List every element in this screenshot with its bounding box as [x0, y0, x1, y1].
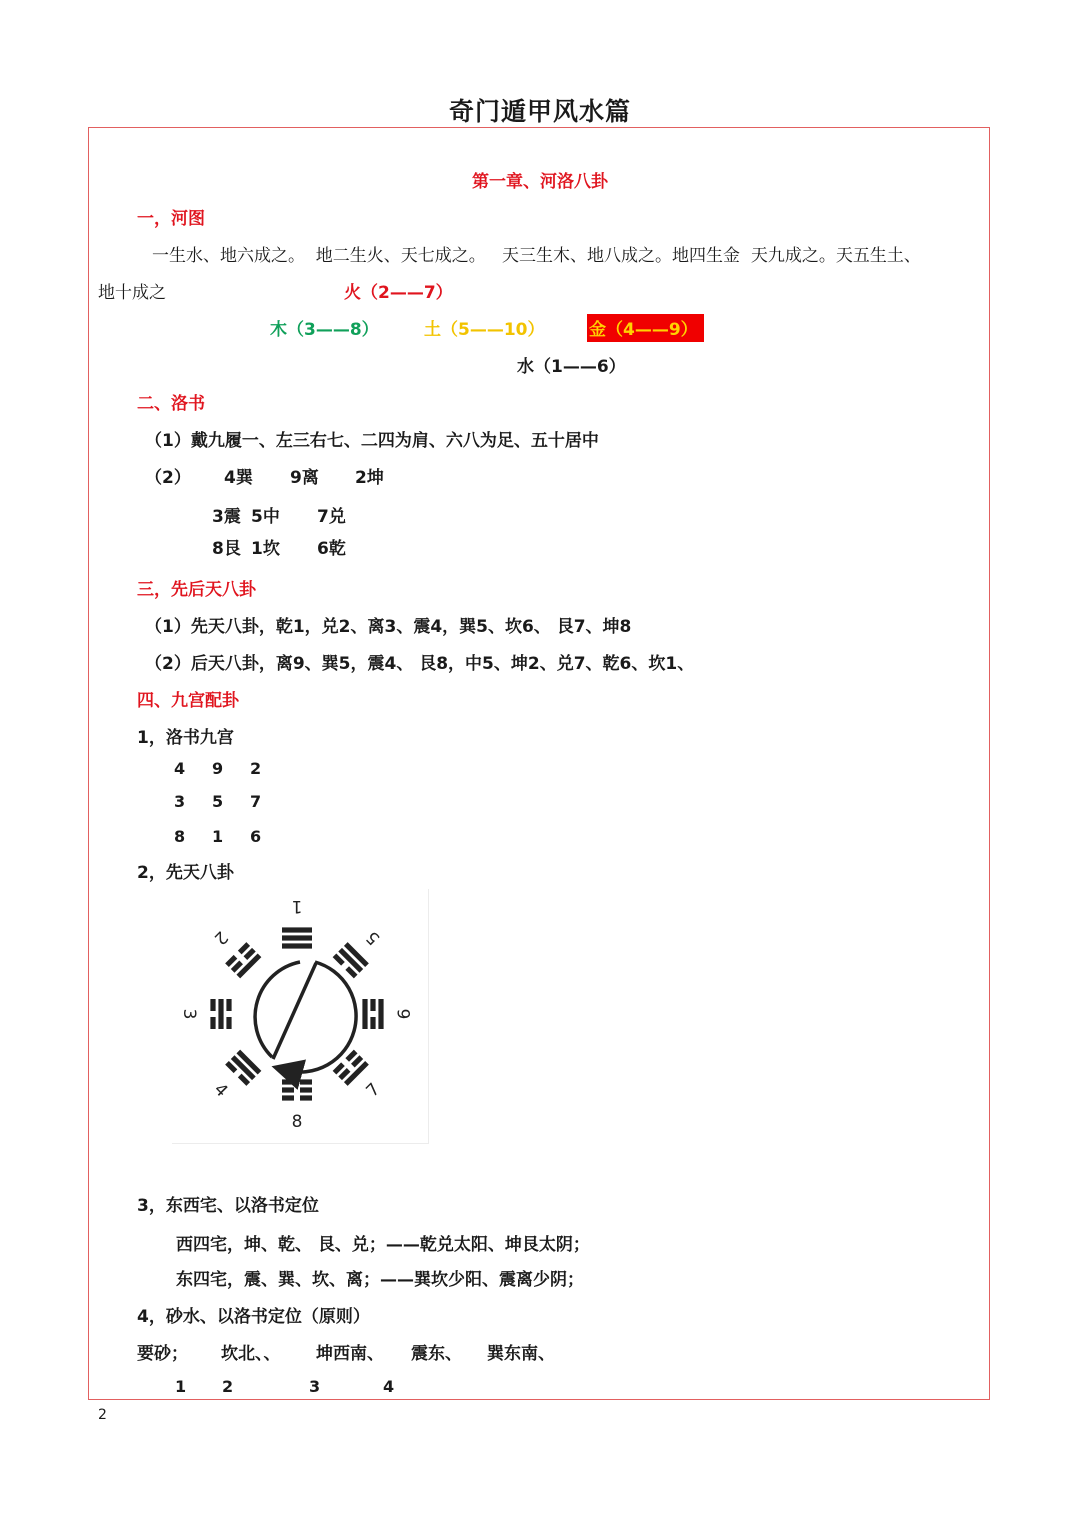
element-wood: 木（3——8）	[270, 320, 379, 340]
luoshu-cell: 1坎	[251, 539, 280, 559]
east-four-houses: 东四宅，震、巽、坎、离；——巽坎少阳、震离少阴；	[176, 1270, 584, 1290]
sha-item: 巽东南、	[487, 1344, 555, 1364]
jiugong-cell: 3	[174, 792, 186, 811]
jiugong-cell: 1	[212, 827, 224, 846]
subheading-xiantian-bagua: 2，先天八卦	[137, 863, 234, 883]
trigram-icon	[282, 1079, 312, 1100]
jiugong-cell: 2	[250, 759, 262, 778]
west-four-houses: 西四宅，坤、乾、 艮、兑；——乾兑太阳、坤艮太阴；	[176, 1235, 590, 1255]
section-jiugong-heading: 四、九宫配卦	[137, 691, 239, 711]
jiugong-cell: 9	[212, 759, 224, 778]
luoshu-cell: 3震	[212, 507, 241, 527]
trigram-icon	[282, 927, 312, 948]
jiugong-cell: 6	[250, 827, 262, 846]
element-fire: 火（2——7）	[344, 283, 453, 303]
trigram-number-label: 5	[362, 926, 385, 949]
sha-item: 震东、	[411, 1344, 462, 1364]
luoshu-cell: 5中	[251, 507, 280, 527]
luoshu-cell: 7兑	[317, 507, 346, 527]
hetu-text-line1: 一生水、地六成之。 地二生火、天七成之。 天三生木、地八成之。地四生金 天九成之。天五生土、	[152, 246, 921, 266]
trigram-icon	[225, 942, 261, 978]
trigram-icon	[225, 1050, 261, 1086]
chapter-heading: 第一章、河洛八卦	[472, 172, 608, 192]
luoshu-cell: 4巽	[224, 468, 253, 488]
section-hetu-heading: 一，河图	[137, 209, 205, 229]
trigram-number-label: 3	[179, 1008, 199, 1020]
trigram-number-label: 2	[209, 926, 232, 949]
luoshu-cell: 8艮	[212, 539, 241, 559]
bagua-arrow-arc	[285, 962, 356, 1072]
bagua-svg	[172, 889, 428, 1143]
trigram-number-label: 4	[209, 1079, 232, 1102]
trigram-number-label: 6	[395, 1008, 415, 1020]
hetu-text-line2: 地十成之	[98, 283, 166, 303]
luoshu-cell: 6乾	[317, 539, 346, 559]
trigram-number-label: 1	[291, 896, 303, 916]
subheading-shashui: 4，砂水、以洛书定位（原则）	[137, 1307, 370, 1327]
element-metal: 金（4——9）	[587, 314, 704, 342]
subheading-luoshu-jiugong: 1，洛书九宫	[137, 728, 234, 748]
sha-item: 坎北、、	[221, 1344, 281, 1364]
page-number: 2	[98, 1407, 107, 1423]
houtian-line: （2）后天八卦，离9、巽5，震4、 艮8，中5、坤2、兑7、乾6、坎1、	[145, 654, 695, 674]
trigram-number-label: 7	[362, 1079, 385, 1102]
sha-number: 2	[222, 1377, 234, 1396]
xiantian-bagua-diagram	[172, 889, 429, 1144]
sha-number: 4	[383, 1377, 395, 1396]
element-earth: 土（5——10）	[424, 320, 545, 340]
luoshu-cell: 2坤	[355, 468, 384, 488]
jiugong-cell: 8	[174, 827, 186, 846]
jiugong-cell: 7	[250, 792, 262, 811]
bagua-diagonal	[273, 963, 316, 1059]
sha-number: 1	[175, 1377, 187, 1396]
page-title: 奇门遁甲风水篇	[448, 97, 631, 126]
trigram-icon	[362, 999, 383, 1029]
subheading-dongxi-zhai: 3，东西宅、以洛书定位	[137, 1196, 319, 1216]
luoshu-item2-label: （2）	[145, 468, 191, 488]
jiugong-cell: 4	[174, 759, 186, 778]
trigram-number-label: 8	[291, 1112, 303, 1132]
sha-item: 坤西南、	[316, 1344, 384, 1364]
sha-label: 要砂；	[137, 1344, 188, 1364]
section-bagua-heading: 三，先后天八卦	[137, 580, 256, 600]
xiantian-line: （1）先天八卦，乾1，兑2、离3、震4，巽5、坎6、 艮7、坤8	[145, 617, 632, 637]
sha-number: 3	[309, 1377, 321, 1396]
luoshu-cell: 9离	[290, 468, 319, 488]
element-water: 水（1——6）	[517, 357, 626, 377]
jiugong-cell: 5	[212, 792, 224, 811]
trigram-icon	[210, 999, 231, 1029]
section-luoshu-heading: 二、洛书	[137, 394, 205, 414]
luoshu-line1: （1）戴九履一、左三右七、二四为肩、六八为足、五十居中	[145, 431, 599, 451]
